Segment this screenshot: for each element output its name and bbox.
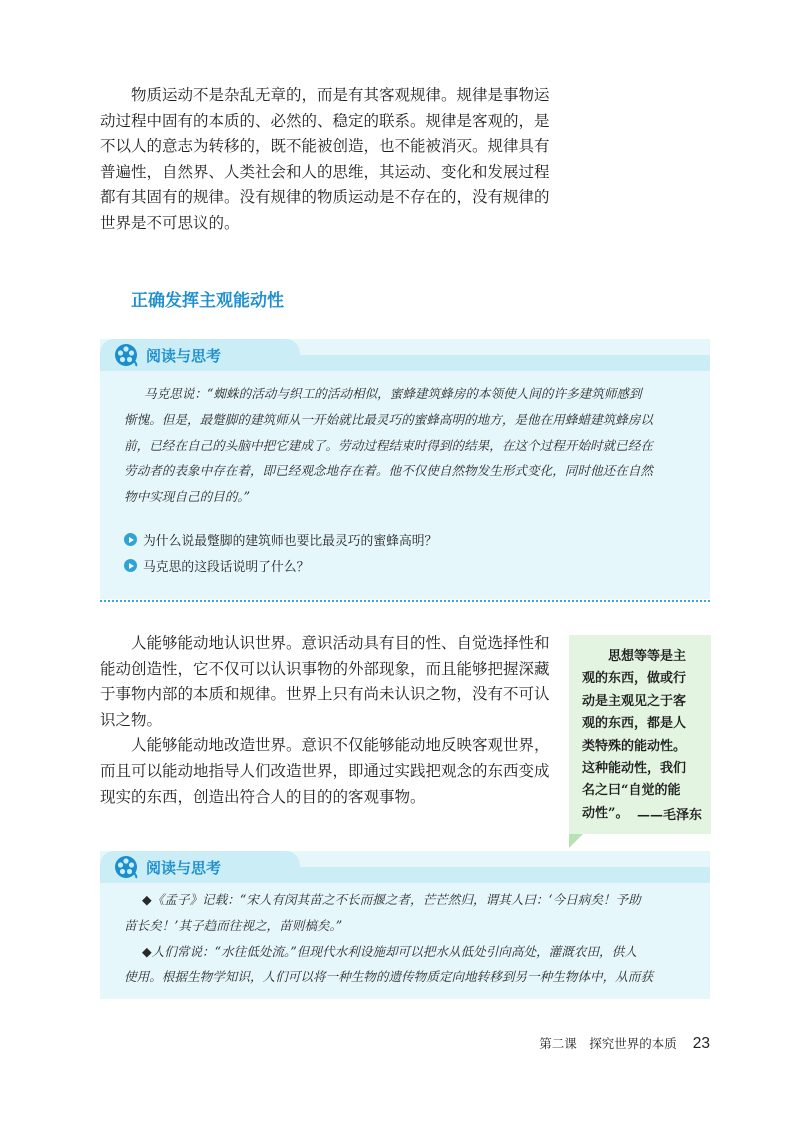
note-line: 名之曰“自觉的能: [582, 783, 681, 799]
box-body: [100, 381, 710, 599]
text-line: 识之物。: [100, 710, 163, 729]
text-line: 动过程中固有的本质的、必然的、稳定的联系。规律是客观的，是: [100, 111, 550, 130]
reading-line: ◆《孟子》记载：“宋人有闵其苗之不长而揠之者，芒芒然归，谓其人曰：‘今日病矣！予助: [142, 892, 641, 907]
question-item: [124, 553, 698, 579]
text-line: 人能够能动地认识世界。意识活动具有目的性、自觉选择性和: [131, 634, 550, 652]
marx-quote: [124, 381, 698, 510]
text-line: 世界是不可思议的。: [100, 213, 240, 232]
paragraph-matter-laws: [100, 83, 560, 237]
question-item: [124, 527, 698, 553]
text-line: 不以人的意志为转移的，既不能被创造，也不能被消灭。规律具有: [100, 137, 550, 156]
note-signature: ——毛泽东: [636, 808, 702, 823]
note-line: 思想等等是主: [608, 649, 687, 664]
play-bullet-icon: [124, 533, 137, 546]
reading-line: ◆人们常说：“水往低处流。”但现代水利设施却可以把水从低处引向高处，灌溉农田，供人: [142, 943, 637, 959]
reading-line: 使用。根据生物学知识，人们可以将一种生物的遗传物质定向地转移到另一种生物体中，从而获: [124, 969, 653, 985]
play-bullet-icon: [124, 559, 137, 572]
dotted-divider: [100, 600, 710, 602]
box-body: [100, 887, 710, 999]
box-tab: [100, 851, 300, 883]
film-reel-icon: [114, 855, 138, 879]
note-line: 这种能动性，我们: [582, 761, 687, 777]
text-line: 普遍性，自然界、人类社会和人的思维，其运动、变化和发展过程: [100, 162, 550, 181]
text-line: 都有其固有的规律。没有规律的物质运动是不存在的，没有规律的: [100, 188, 550, 207]
text-line: 物质运动不是杂乱无章的，而是有其客观规律。规律是事物运: [131, 86, 550, 104]
box-title: 阅读与思考: [146, 858, 222, 877]
note-line: 动是主观见之于客: [582, 693, 687, 709]
note-text: [582, 646, 700, 825]
text-line: 于事物内部的本质和规律。世界上只有尚未认识之物，没有不可认: [100, 685, 550, 704]
text-line: 现实的东西，创造出符合人的目的的客观事物。: [100, 787, 426, 806]
text-line: 人能够能动地改造世界。意识不仅能够能动地反映客观世界，: [131, 736, 550, 755]
page-footer: [515, 1034, 710, 1053]
reading-line: 苗长矣！’其子趋而往视之，苗则槁矣。”: [124, 917, 343, 933]
text-line: 而且可以能动地指导人们改造世界，即通过实践把观念的东西变成: [100, 761, 550, 780]
question-text: 为什么说最蹩脚的建筑师也要比最灵巧的蜜蜂高明？: [143, 534, 438, 550]
reading-box-2: [100, 851, 710, 999]
note-line: 观的东西，做或行: [582, 671, 687, 687]
box-tab: [100, 339, 300, 371]
note-line: 观的东西，都是人: [582, 716, 687, 732]
quote-line: 马克思说：“蜘蛛的活动与织工的活动相似，蜜蜂建筑蜂房的本领使人间的许多建筑师感到: [144, 386, 642, 401]
chapter-title: 第二课 探究世界的本质: [539, 1036, 677, 1051]
side-note: [569, 635, 711, 834]
reading-box-1: [100, 339, 710, 599]
note-line: 类特殊的能动性。: [582, 738, 687, 754]
quote-line: 劳动者的表象中存在着，即已经观念地存在着。他不仅使自然物发生形式变化，同时他还在自然: [124, 463, 653, 479]
box-title: 阅读与思考: [146, 346, 222, 365]
quote-line: 前，已经在自己的头脑中把它建成了。劳动过程结束时得到的结果，在这个过程开始时就已经在: [124, 437, 653, 453]
section-heading: 正确发挥主观能动性: [131, 291, 284, 311]
reading-text: [124, 887, 698, 990]
text-line: 能动创造性，它不仅可以认识事物的外部现象，而且能够把握深藏: [100, 659, 550, 678]
film-reel-icon: [114, 343, 138, 367]
paragraph-cognition: [100, 631, 554, 810]
note-line: 动性”。: [582, 805, 629, 821]
question-text: 马克思的这段话说明了什么？: [143, 560, 310, 576]
quote-line: 惭愧。但是，最蹩脚的建筑师从一开始就比最灵巧的蜜蜂高明的地方，是他在用蜂蜡建筑蜂房以: [124, 411, 653, 427]
page-number: 23: [692, 1035, 710, 1052]
quote-line: 物中实现自己的目的。”: [124, 489, 251, 505]
